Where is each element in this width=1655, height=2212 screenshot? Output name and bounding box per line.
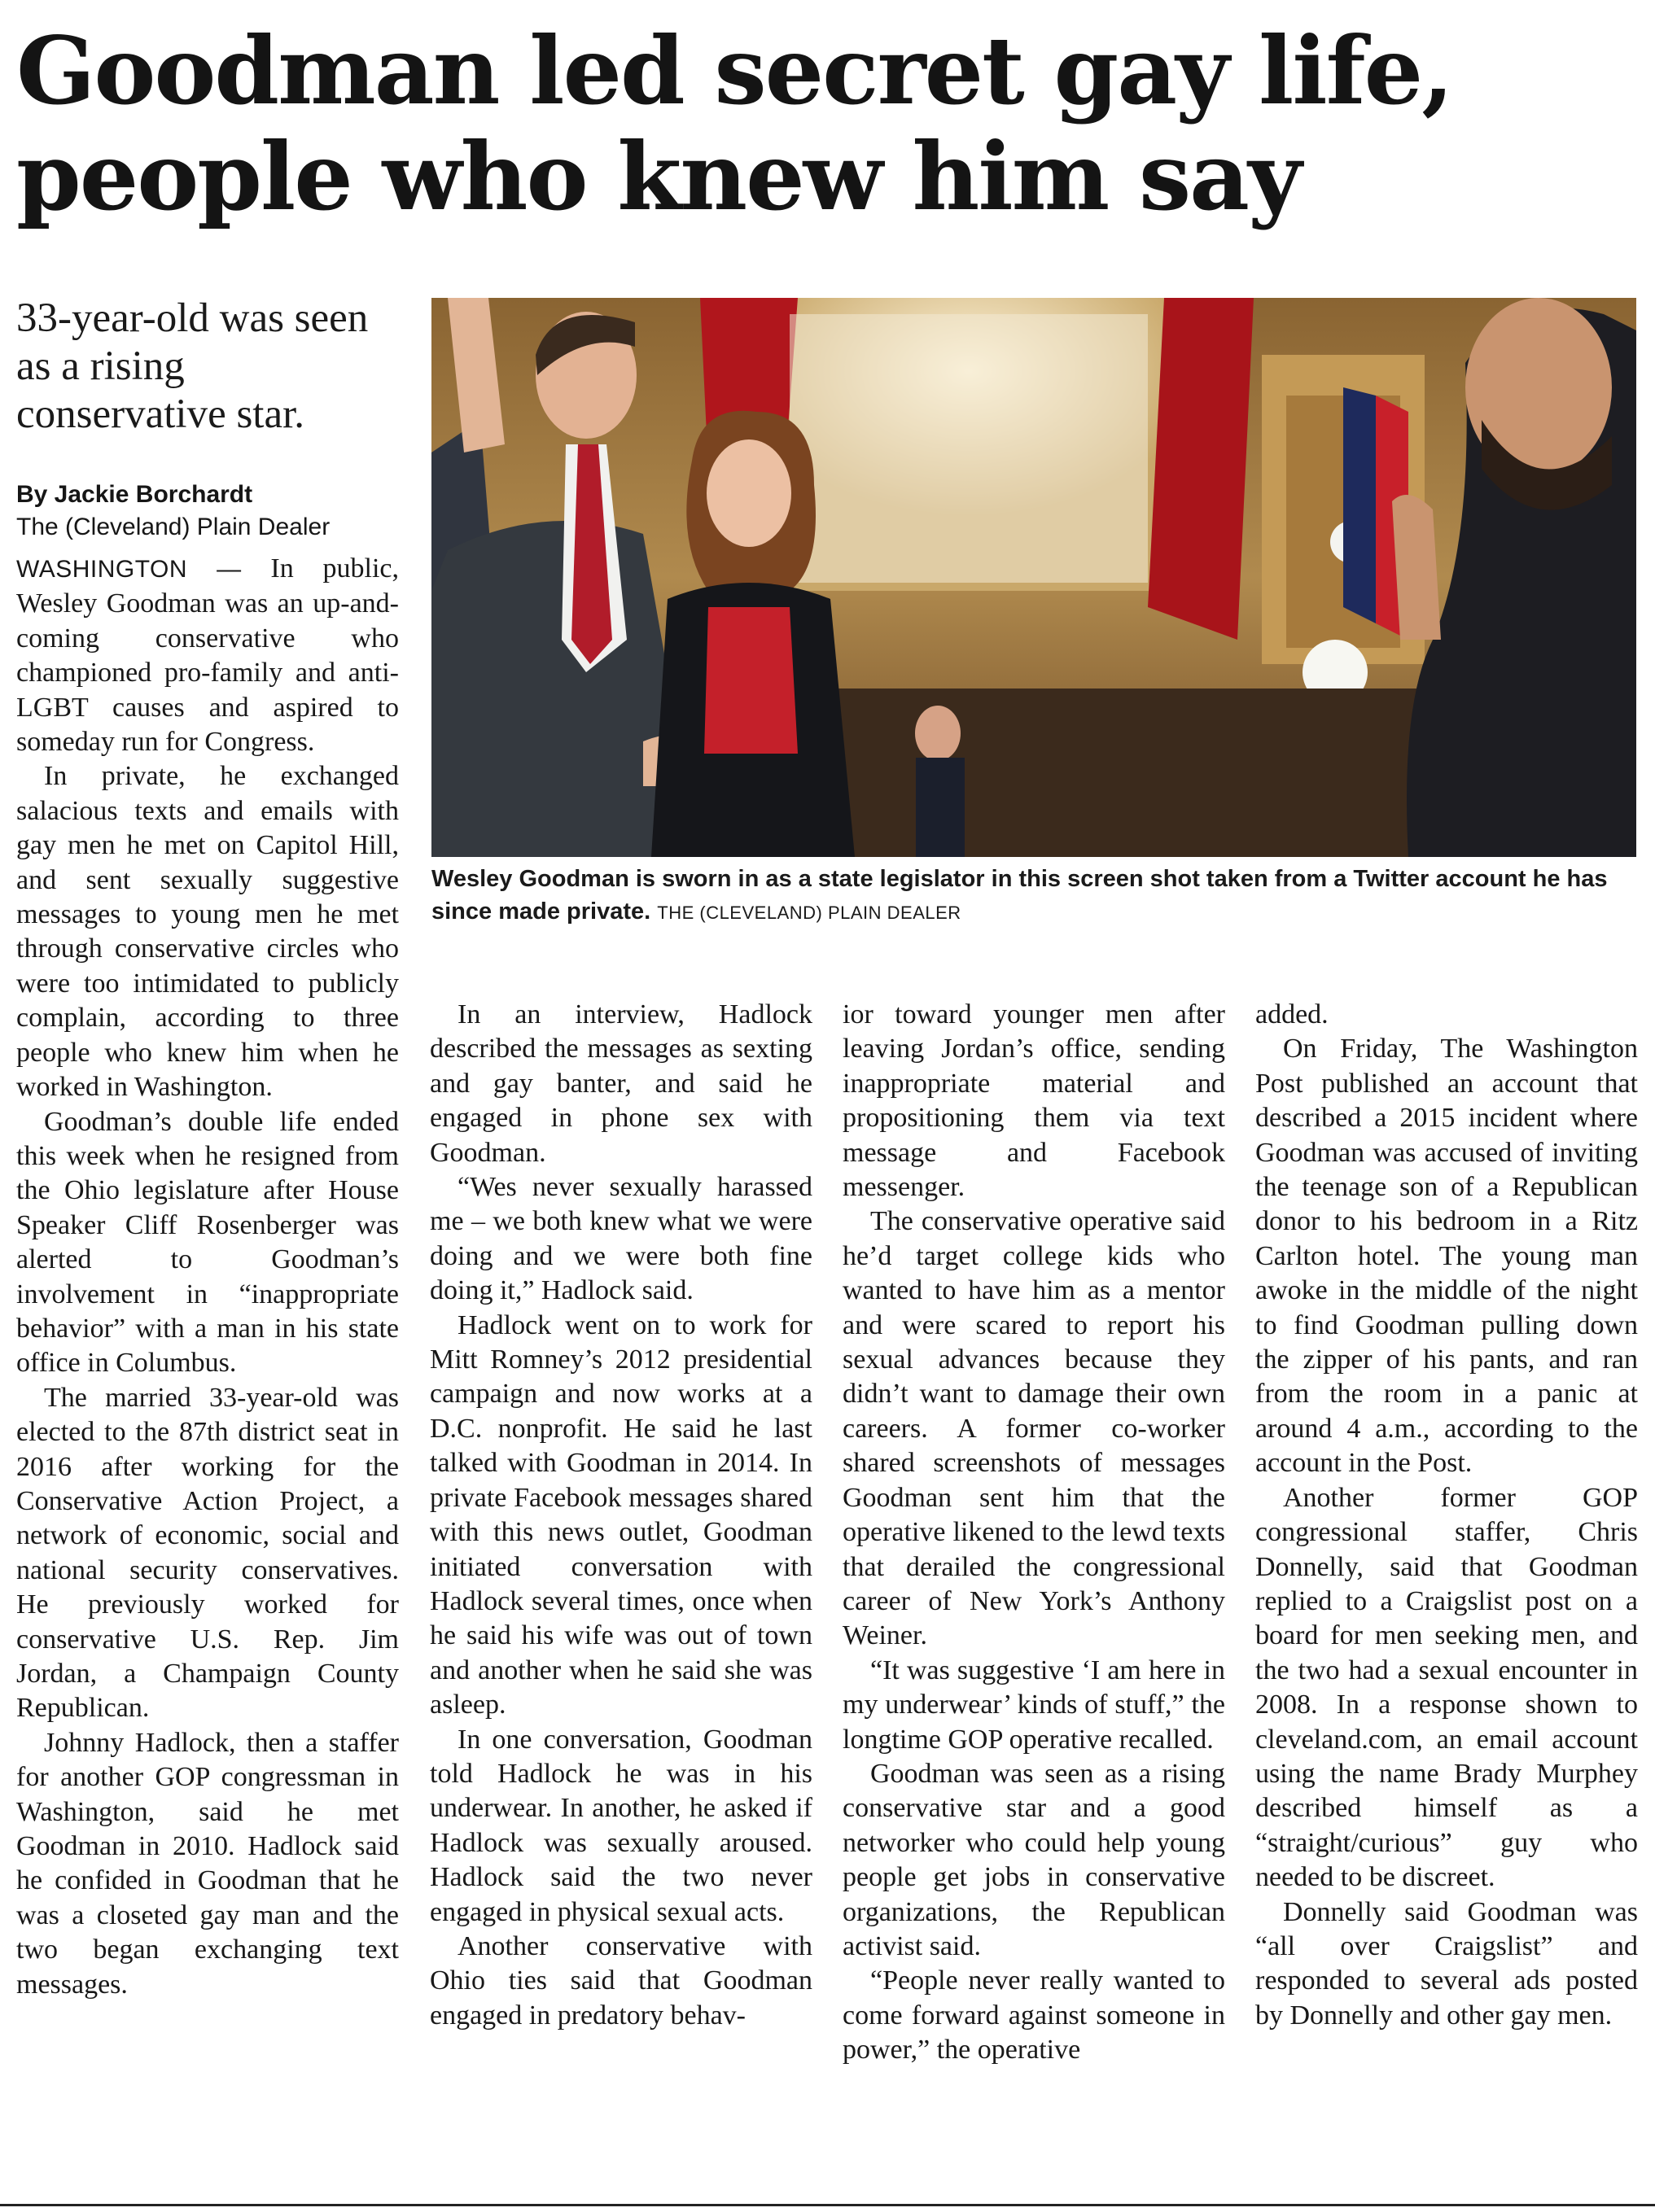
article-paragraph-continued: ior toward younger men after leaving Jordan’s office, sending inappropriate material and propositioning them via text message and Facebook messenger. — [843, 999, 1225, 1203]
article-paragraph: Donnelly said Goodman was “all over Craigslist” and responded to several ads posted by Donnelly and other gay men. — [1255, 1896, 1638, 2031]
article-column-3 — [843, 998, 1225, 2162]
article-paragraph: In private, he exchanged salacious texts and emails with gay men he met on Capitol Hill, and sent sexually suggestive messages to young men he met through conservative circles who were too intimidated to publicly complain, according to three people who knew him when he worked in Washington. — [16, 761, 399, 1103]
swearing-in-photo — [431, 298, 1636, 857]
article-paragraph: Goodman’s double life ended this week when he resigned from the Ohio legislature after House Speaker Cliff Rosenberger was alerted to Goodman’s involvement in “inappropriate behavior” with a man in his state office in Columbus. — [16, 1106, 399, 1379]
article-paragraph: The conservative operative said he’d target college kids who wanted to have him as a mentor and were scared to report his sexual advances because they didn’t want to damage their own careers. A former co-worker shared screenshots of messages Goodman sent him that the operative likened to the lewd texts that derailed the congressional career of New York’s Anthony Weiner. — [843, 1206, 1225, 1651]
headline — [16, 18, 1636, 230]
article-paragraph: “Wes never sexually harassed me – we both knew what we were doing and we were both fine doing it,” Hadlock said. — [430, 1172, 812, 1306]
article-column-4 — [1255, 998, 1638, 2162]
article-paragraph: On Friday, The Washington Post published an account that described a 2015 incident where Goodman was accused of inviting the teenage son of a Republican donor to his bedroom in a Ritz Carlton hotel. The young man awoke in the middle of the night to find Goodman pulling down the zipper of his pants, and ran from the room in a panic at around 4 a.m., according to the account in the Post. — [1255, 1034, 1638, 1479]
byline — [16, 479, 399, 544]
article-paragraph — [16, 552, 399, 759]
article-paragraph: In one conversation, Goodman told Hadlock he was in his underwear. In another, he asked if Hadlock was sexually aroused. Hadlock said the two never engaged in physical sexual acts. — [430, 1724, 812, 1927]
headline-line-1: Goodman led secret gay life, — [16, 16, 1452, 125]
article-paragraph: “It was suggestive ‘I am here in my underwear’ kinds of stuff,” the longtime GOP operative recalled. — [843, 1655, 1225, 1755]
photo-credit: THE (CLEVELAND) PLAIN DEALER — [657, 903, 961, 923]
bottom-rule — [0, 2204, 1655, 2206]
article-paragraph: Another conservative with Ohio ties said that Goodman engaged in predatory behav- — [430, 1930, 812, 2031]
article-paragraph: Goodman was seen as a rising conservative star and a good networker who could help young people get jobs in conservative organizations, the Republican activist said. — [843, 1758, 1225, 1961]
dateline: WASHINGTON — — [16, 556, 242, 583]
photo-caption-text: Wesley Goodman is sworn in as a state legislator in this screen shot taken from a Twitter account he has since made private. — [431, 866, 1608, 925]
deck-subheadline: 33-year-old was seen as a rising conservative star. — [16, 295, 369, 437]
article-paragraph: In an interview, Hadlock described the messages as sexting and gay banter, and said he engaged in phone sex with Goodman. — [430, 999, 812, 1168]
headline-line-2: people who knew him say — [16, 122, 1301, 231]
article-paragraph: Another former GOP congressional staffer, Chris Donnelly, said that Goodman replied to a Craigslist post on a board for men seeking men, and the two had a sexual encounter in 2008. In a response shown to cleveland.com, an email account using the name Brady Murphey described himself as a “straight/curious” guy who needed to be discreet. — [1255, 1482, 1638, 1893]
article-column-2 — [430, 998, 812, 2162]
article-paragraph: Johnny Hadlock, then a staffer for another GOP congressman in Washington, said he met Goodman in 2010. Hadlock said he confided in Goodman that he was a closeted gay man and the two began exchanging text messages. — [16, 1727, 399, 2000]
article-paragraph: The married 33-year-old was elected to the 87th district seat in 2016 after working for the Conservative Action Project, a network of economic, social and national security conservatives. He previously worked for conservative U.S. Rep. Jim Jordan, a Champaign County Republican. — [16, 1382, 399, 1724]
photo-caption — [431, 863, 1636, 929]
byline-outlet: The (Cleveland) Plain Dealer — [16, 514, 331, 540]
article-paragraph: Hadlock went on to work for Mitt Romney’s 2012 presidential campaign and now works at a D.C. nonprofit. He said he last talked with Goodman in 2014. In private Facebook messages shared with this news outlet, Goodman initiated conversation with Hadlock several times, once when he said his wife was out of town and another when he said she was asleep. — [430, 1309, 812, 1720]
article-paragraph: “People never really wanted to come forward against someone in power,” the operative — [843, 1965, 1225, 2066]
article-paragraph-continued: added. — [1255, 999, 1329, 1029]
article-column-1 — [16, 552, 399, 2159]
article-paragraph-text: In public, Wesley Goodman was an up-and-coming conservative who championed pro-family and anti-LGBT causes and aspired to someday run for Congress. — [16, 553, 399, 758]
byline-author: By Jackie Borchardt — [16, 481, 253, 508]
